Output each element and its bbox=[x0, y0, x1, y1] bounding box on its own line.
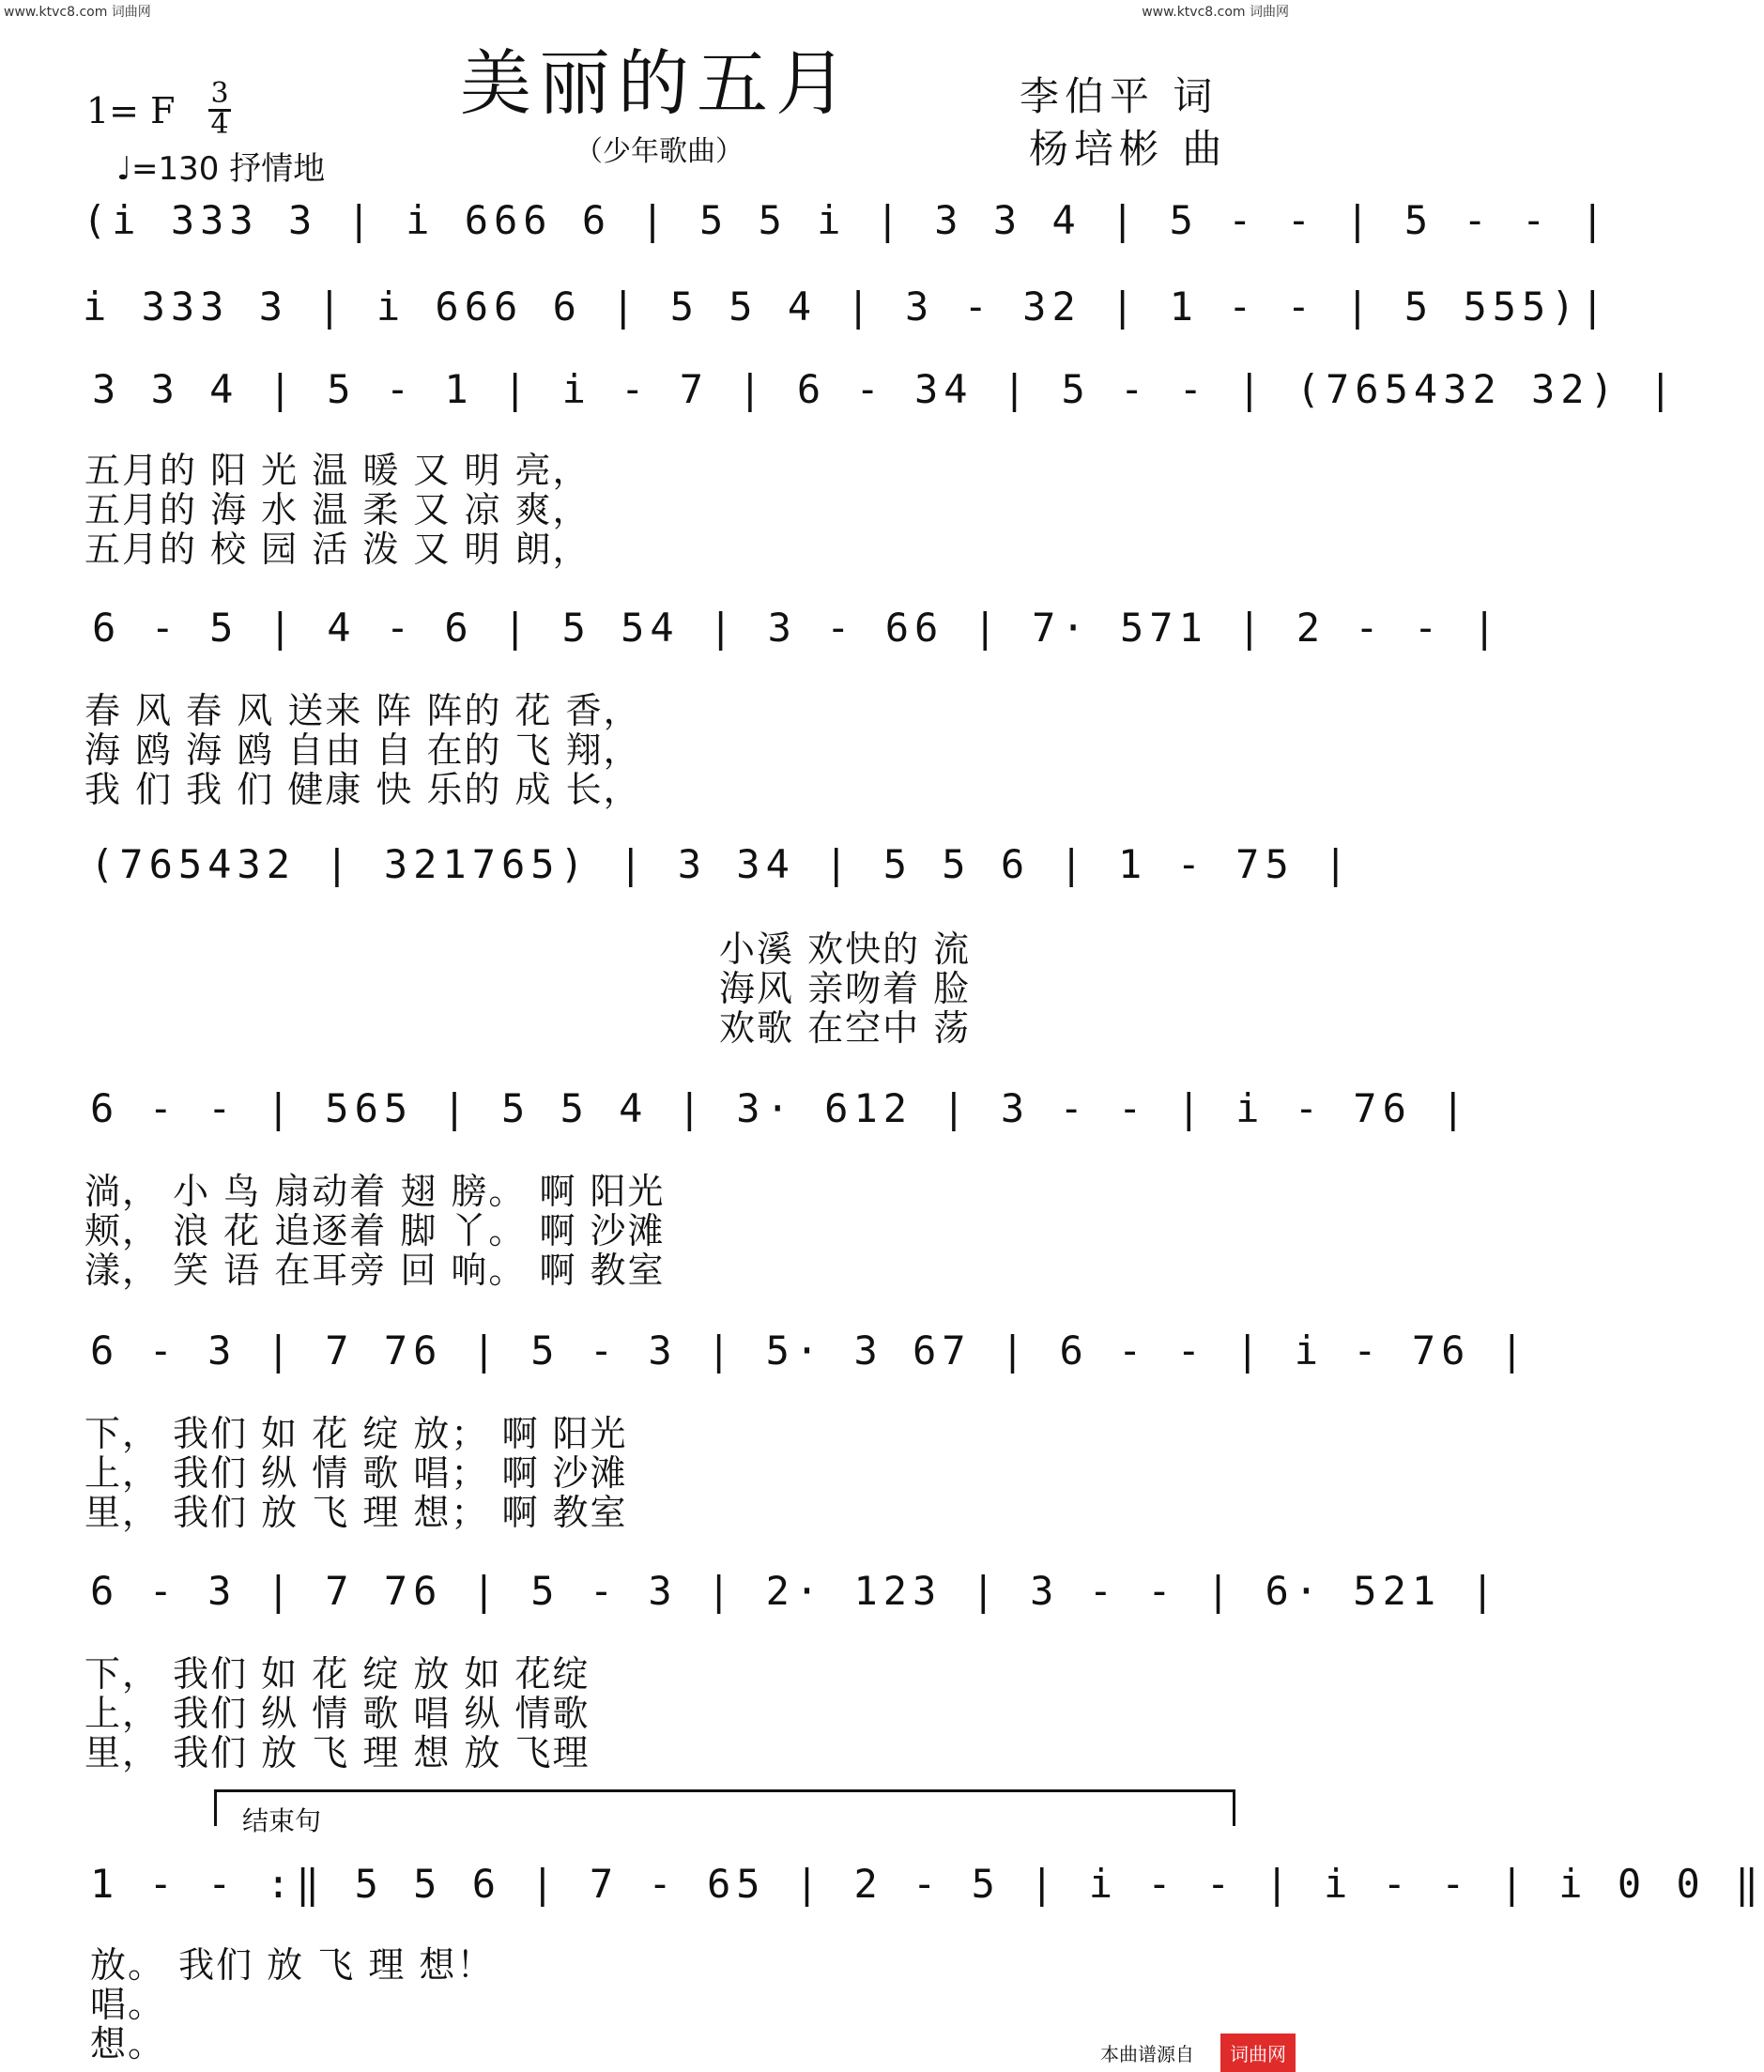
watermark-left: www.ktvc8.com 词曲网 bbox=[4, 5, 151, 20]
lyric-verse-1: 放。 我们 放 飞 理 想！ bbox=[90, 1944, 495, 1986]
notes-line: i 333 3 | i 666 6 | 5 5 4 | 3 - 32 | 1 - - | 5 555)| bbox=[83, 284, 1610, 330]
time-signature-numerator: 3 bbox=[210, 77, 229, 110]
lyric-verse-2: 颊， 浪 花 追逐着 脚 丫。 啊 沙滩 bbox=[84, 1210, 666, 1251]
lyric-verse-3: 漾， 笑 语 在耳旁 回 响。 啊 教室 bbox=[84, 1250, 666, 1291]
lyric-verse-1: 下， 我们 如 花 绽 放 如 花绽 bbox=[84, 1653, 591, 1695]
lyric-verse-3: 我 们 我 们 健康 快 乐的 成 长， bbox=[84, 769, 641, 810]
song-subtitle: （少年歌曲） bbox=[575, 135, 744, 168]
lyric-verse-3: 想。 bbox=[90, 2023, 166, 2064]
lyric-verse-3: 五月的 校 园 活 泼 又 明 朗， bbox=[84, 529, 591, 570]
notes-line: (765432 | 321765) | 3 34 | 5 5 6 | 1 - 75 | bbox=[90, 841, 1354, 887]
lyric-verse-1: 淌， 小 鸟 扇动着 翅 膀。 啊 阳光 bbox=[84, 1171, 666, 1212]
lyric-verse-1: 五月的 阳 光 温 暖 又 明 亮， bbox=[84, 450, 591, 491]
notes-line: 3 3 4 | 5 - 1 | i - 7 | 6 - 34 | 5 - - | (765432 32) | bbox=[92, 366, 1679, 412]
footer-source: 本曲谱源自 bbox=[1100, 2043, 1194, 2065]
notes-line: 1 - - :‖ 5 5 6 | 7 - 65 | 2 - 5 | i - - | i - - | i 0 0 ‖ bbox=[90, 1861, 1764, 1907]
notes-line: 6 - - | 565 | 5 5 4 | 3· 612 | 3 - - | i - 76 | bbox=[90, 1085, 1471, 1131]
lyric-verse-1: 下， 我们 如 花 绽 放； 啊 阳光 bbox=[84, 1413, 628, 1454]
watermark-right: www.ktvc8.com 词曲网 bbox=[1142, 5, 1289, 20]
time-signature-denominator: 4 bbox=[210, 108, 229, 141]
lyric-verse-2: 上， 我们 纵 情 歌 唱； 啊 沙滩 bbox=[84, 1452, 628, 1494]
lyric-verse-1: 春 风 春 风 送来 阵 阵的 花 香， bbox=[84, 690, 641, 731]
notes-line: 6 - 3 | 7 76 | 5 - 3 | 2· 123 | 3 - - | 6· 521 | bbox=[90, 1568, 1500, 1614]
key-signature: 1= F bbox=[86, 90, 176, 131]
lyric-verse-3: 里， 我们 放 飞 理 想； 啊 教室 bbox=[84, 1492, 628, 1533]
lyric-verse-2: 海风 亲吻着 脸 bbox=[719, 968, 972, 1009]
lyricist-credit: 李伯平 词 bbox=[1020, 73, 1219, 119]
lyric-verse-2: 唱。 bbox=[90, 1984, 166, 2025]
notes-line: 6 - 5 | 4 - 6 | 5 54 | 3 - 66 | 7· 571 | 2 - - | bbox=[92, 605, 1502, 651]
song-title: 美丽的五月 bbox=[460, 41, 854, 125]
lyric-verse-3: 欢歌 在空中 荡 bbox=[719, 1007, 972, 1049]
notes-line: (i 333 3 | i 666 6 | 5 5 i | 3 3 4 | 5 - - | 5 - - | bbox=[83, 197, 1610, 243]
composer-credit: 杨培彬 曲 bbox=[1029, 126, 1228, 172]
lyric-verse-3: 里， 我们 放 飞 理 想 放 飞理 bbox=[84, 1732, 591, 1773]
lyric-verse-1: 小溪 欢快的 流 bbox=[719, 929, 972, 970]
lyric-verse-2: 海 鸥 海 鸥 自由 自 在的 飞 翔， bbox=[84, 729, 641, 771]
ending-bracket bbox=[214, 1789, 1235, 1826]
footer-brand-logo[interactable]: 词曲网 bbox=[1220, 2034, 1296, 2072]
time-signature bbox=[208, 77, 231, 141]
ending-label: 结束句 bbox=[242, 1805, 322, 1836]
tempo-marking: ♩=130 抒情地 bbox=[116, 150, 326, 188]
notes-line: 6 - 3 | 7 76 | 5 - 3 | 5· 3 67 | 6 - - | i - 76 | bbox=[90, 1328, 1530, 1374]
lyric-verse-2: 上， 我们 纵 情 歌 唱 纵 情歌 bbox=[84, 1693, 591, 1734]
lyric-verse-2: 五月的 海 水 温 柔 又 凉 爽， bbox=[84, 489, 591, 530]
